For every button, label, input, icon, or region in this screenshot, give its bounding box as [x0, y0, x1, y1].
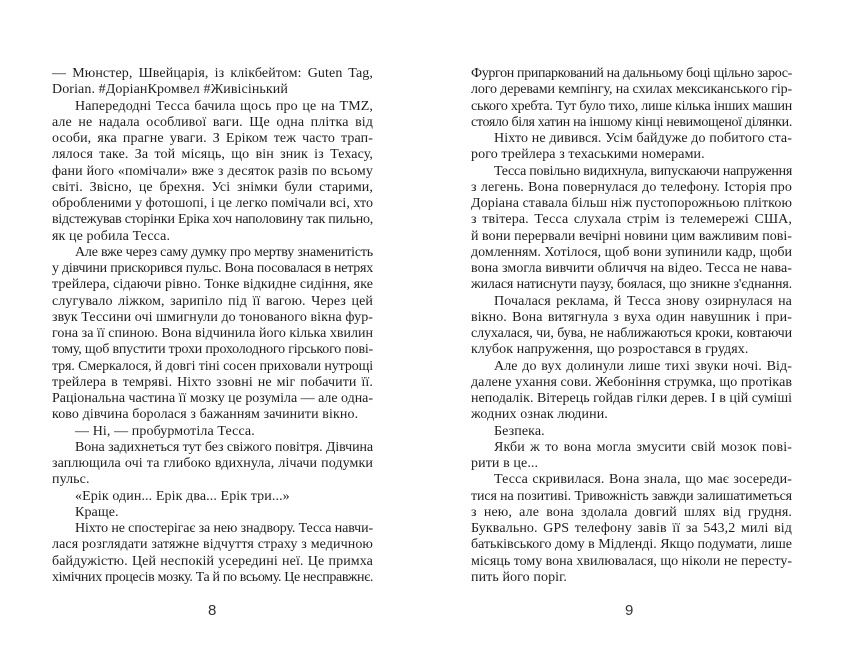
text-line: — Ні, — пробурмотіла Тесса. — [75, 423, 255, 439]
text-line: заплющила очі та глибоко вдихнула, лічачи подумки — [52, 456, 373, 471]
text-line: місяць тому вона хвилювалася, що ніколи не пересту- — [471, 553, 792, 569]
text-line: ського хребта. Тут було тихо, лише кілька інших машин — [471, 98, 793, 114]
text-line: Тесса скривилася. Вона знала, що має зосереди- — [494, 472, 792, 488]
text-line: Фургон припаркований на дальньому боці щільно зарос- — [471, 66, 792, 81]
text-line: Якби ж то вона могла змусити свій мозок пові- — [494, 439, 792, 455]
text-line: й вони перервали вечірні новини цим важливим пові- — [471, 228, 792, 244]
text-line: «Ерік один... Ерік два... Ерік три...» — [75, 488, 290, 504]
text-line: Почалася реклама, й Тесса знову озирнулася на — [494, 293, 792, 309]
text-line: Напередодні Тесса бачила щось про це на TMZ, — [75, 98, 373, 114]
text-line: Доріана ставала більш ніж пустопорожньою пліткою — [471, 196, 792, 211]
text-line: слухалася, чи, бува, не наближаються кроки, ковтаючи — [471, 326, 792, 341]
text-line: трейлера в темряві. Ніхто ззовні не міг побачити її. — [52, 374, 373, 390]
text-line: рити в це... — [471, 456, 539, 471]
text-line: особи, яка прагне уваги. З Еріком теж часто трап- — [52, 131, 373, 146]
page-number-left: 8 — [208, 602, 217, 619]
text-line: батьківського дому в Мідленді. Якщо подумати, лише — [471, 537, 792, 553]
text-line: з легень. Вона повернулася до телефону. Історія про — [471, 179, 792, 195]
text-line: Але до вух долинули лише тихі звуки ночі. Від- — [494, 358, 792, 374]
text-line: байдужістю. Цей неспокій усередині неї. Це примха — [52, 553, 373, 569]
text-line: гона за її спиною. Вона відчинила його кілька хвилин — [52, 326, 373, 341]
text-line: вікно. Вона витягнула з вуха один навушник і при- — [471, 309, 792, 325]
text-line: з твітера. Тесса слухала стрім із телемережі США, — [471, 212, 792, 228]
text-line: як це робила Тесса. — [52, 228, 171, 244]
text-line: тря. Смеркалося, й довгі тіні сосен приховали нутрощі — [52, 358, 373, 374]
text-line: лого деревами кемпінгу, на схилах мексиканського гір- — [471, 82, 792, 98]
text-line: далене ухання сови. Жебоніння струмка, що протікав — [471, 374, 792, 390]
left-page-text — [52, 66, 373, 586]
text-line: лася розглядати затяжне відчуття страху з медичною — [52, 537, 373, 553]
text-line: — Мюнстер, Швейцарія, із клікбейтом: Guten Tag, — [52, 66, 373, 81]
text-line: Тесса повільно видихнула, випускаючи напруження — [494, 163, 792, 179]
text-line: тому, щоб впустити трохи прохолодного гірського пові- — [52, 342, 373, 358]
text-line: обробленими у фотошопі, і це легко помічали всі, хто — [52, 196, 373, 211]
text-line: Ніхто не спостерігає за нею знадвору. Тесса навчи- — [75, 521, 373, 536]
text-line: у дівчини прискорився пульс. Вона посовалася в нетрях — [52, 261, 373, 276]
text-line: трейлера, сідаючи рівно. Тонке відкидне сидіння, яке — [52, 277, 373, 293]
text-line: клубок напруження, що розростався в грудях. — [471, 342, 749, 358]
text-line: тися на позитиві. Тривожність завжди залишатиметься — [471, 488, 792, 504]
text-line: вона змогла вивчити обличчя на відео. Тесса не нава- — [471, 261, 792, 276]
text-line: жодних ознак людини. — [471, 407, 608, 423]
text-line: неподалік. Вітерець гойдав гілки дерев. І в цій суміші — [471, 391, 792, 406]
text-line: ково дівчина боролася з бажанням зачинити вікно. — [52, 407, 359, 423]
text-line: Краще. — [75, 504, 119, 520]
text-line: пульс. — [52, 472, 90, 488]
text-line: лялося таке. За той місяць, що він зник із Техасу, — [52, 147, 373, 163]
text-line: стояло біля хатин на іншому кінці невимощеної ділянки. — [471, 114, 792, 130]
text-line: Буквально. GPS телефону завів її за 543,2 милі від — [471, 521, 792, 536]
text-line: хімічних процесів мозку. Та й по всьому. Це несправжнє. — [52, 569, 373, 585]
text-line: домленням. Хотілося, щоб вони зупинили кадр, щоби — [471, 244, 792, 260]
text-line: слугувало ліжком, зарипіло під її вагою. Через цей — [52, 293, 373, 309]
text-line: Вона задихнеться тут без свіжого повітря. Дівчина — [75, 439, 373, 455]
text-line: Ніхто не дивився. Усім байдуже до побитого ста- — [494, 131, 792, 146]
text-line: Раціональна частина її мозку це розуміла — але одна- — [52, 391, 373, 406]
text-line: Але вже через саму думку про мертву знаменитість — [75, 244, 373, 260]
text-line: жилася натиснути паузу, боялася, що зникне з'єднання. — [471, 277, 792, 293]
text-line: з нею, але вона здолала довгий шлях від грудня. — [471, 504, 792, 520]
right-page-text — [471, 66, 792, 586]
text-line: звук Тессини очі шмигнули до тонованого вікна фур- — [52, 309, 373, 325]
text-line: пить його поріг. — [471, 569, 568, 585]
text-line: світі. Звісно, це брехня. Усі знімки були старими, — [52, 179, 373, 195]
text-line: відстежував сторінки Еріка хоч наполовину так пильно, — [52, 212, 373, 228]
text-line: рого трейлера з техаськими номерами. — [471, 147, 705, 163]
text-line: Безпека. — [494, 423, 545, 439]
text-line: Dorian. #ДоріанКромвел #Живісінький — [52, 82, 288, 98]
text-line: але не надала особливої ваги. Ще одна плітка від — [52, 114, 373, 130]
page-number-right: 9 — [625, 602, 634, 619]
text-line: фани його «помічали» вже з десяток разів по всьому — [52, 163, 373, 179]
